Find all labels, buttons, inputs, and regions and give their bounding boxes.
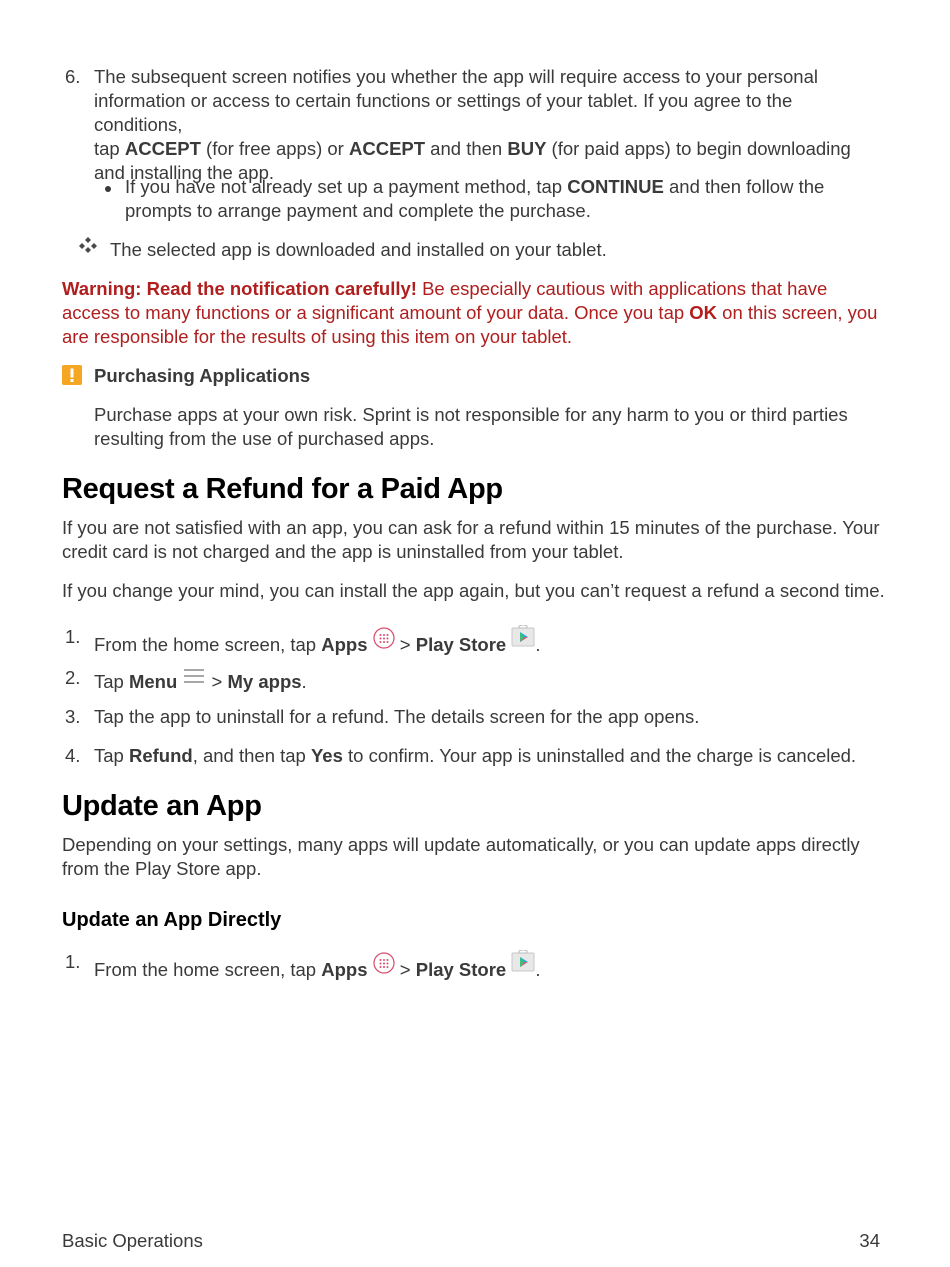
result-text: The selected app is downloaded and installed on your tablet. xyxy=(110,239,607,260)
play-store-icon xyxy=(511,625,535,647)
text-run: Tap xyxy=(94,671,129,692)
text-run: and then follow the xyxy=(663,176,825,197)
text-run: on this screen, you xyxy=(717,302,878,323)
warning-paragraph xyxy=(62,277,880,349)
refund-label: Refund xyxy=(128,745,193,766)
update-step-1 xyxy=(94,950,880,982)
footer-section: Basic Operations xyxy=(62,1230,203,1251)
refund-step-2 xyxy=(94,666,880,694)
text-run: . xyxy=(535,634,541,655)
buy-label: BUY xyxy=(507,138,547,159)
text-run: Tap xyxy=(94,745,129,766)
note-line: Purchase apps at your own risk. Sprint is not responsible for any harm to you or third parties xyxy=(94,404,848,425)
step-line xyxy=(94,137,880,161)
paragraph-line: If you are not satisfied with an app, you can ask for a refund within 15 minutes of the purchase. Your xyxy=(62,517,880,538)
bullet-line xyxy=(125,175,880,199)
step-number: 1. xyxy=(65,951,81,972)
note-body xyxy=(94,403,880,451)
ok-label: OK xyxy=(689,302,718,323)
update-paragraph xyxy=(62,833,880,881)
apps-grid-icon xyxy=(373,627,395,649)
text-run: > xyxy=(206,671,228,692)
text-run: > xyxy=(394,634,416,655)
text-run: > xyxy=(394,959,416,980)
paragraph-line: credit card is not charged and the app is uninstalled from your tablet. xyxy=(62,541,624,562)
bullet-dot xyxy=(105,186,111,192)
text-run: (for free apps) or xyxy=(200,138,349,159)
note-title: Purchasing Applications xyxy=(94,365,311,386)
text-run: . xyxy=(301,671,307,692)
text-run: , and then tap xyxy=(192,745,311,766)
step-line: information or access to certain functions or settings of your tablet. If you agree to the conditions, xyxy=(94,90,793,135)
note-line: resulting from the use of purchased apps. xyxy=(94,428,435,449)
warning-line xyxy=(62,301,880,325)
step-number: 3. xyxy=(65,706,81,727)
my-apps-label: My apps xyxy=(227,671,302,692)
accept-label: ACCEPT xyxy=(348,138,426,159)
bullet-line: prompts to arrange payment and complete the purchase. xyxy=(125,200,591,221)
warning-line: are responsible for the results of using this item on your tablet. xyxy=(62,326,573,347)
warning-line xyxy=(62,277,880,301)
play-store-label: Play Store xyxy=(415,634,507,655)
step-line: The subsequent screen notifies you whether the app will require access to your personal xyxy=(94,66,818,87)
refund-step-1 xyxy=(94,625,880,657)
refund-step-3: Tap the app to uninstall for a refund. The details screen for the app opens. xyxy=(94,706,700,727)
paragraph-line: Depending on your settings, many apps will update automatically, or you can update apps directly xyxy=(62,834,860,855)
step-number: 6. xyxy=(65,66,81,87)
paragraph-line: from the Play Store app. xyxy=(62,858,262,879)
apps-grid-icon xyxy=(373,952,395,974)
yes-label: Yes xyxy=(310,745,343,766)
step-line: and installing the app. xyxy=(94,162,274,183)
play-store-icon xyxy=(511,950,535,972)
step-text xyxy=(94,65,880,185)
update-subheading: Update an App Directly xyxy=(62,909,282,931)
text-run: and then xyxy=(425,138,508,159)
play-store-label: Play Store xyxy=(415,959,507,980)
menu-label: Menu xyxy=(128,671,178,692)
text-run: . xyxy=(535,959,541,980)
text-run: If you have not already set up a payment method, tap xyxy=(125,176,568,197)
text-run: (for paid apps) to begin downloading xyxy=(546,138,851,159)
accept-label: ACCEPT xyxy=(124,138,201,159)
refund-heading: Request a Refund for a Paid App xyxy=(62,473,503,505)
result-diamond-icon xyxy=(78,236,98,256)
text-run: access to many functions or a significant amount of your data. Once you tap xyxy=(62,302,690,323)
continue-label: CONTINUE xyxy=(567,176,664,197)
refund-paragraph xyxy=(62,516,890,564)
text-run: From the home screen, tap xyxy=(94,634,322,655)
refund-paragraph-2: If you change your mind, you can install the app again, but you can’t request a refund a second time. xyxy=(62,580,885,601)
text-run: From the home screen, tap xyxy=(94,959,322,980)
apps-label: Apps xyxy=(321,634,368,655)
bullet-text xyxy=(125,175,880,223)
step-number: 2. xyxy=(65,667,81,688)
page-number: 34 xyxy=(859,1230,880,1251)
refund-step-4 xyxy=(94,744,910,768)
menu-hamburger-icon xyxy=(182,666,206,686)
step-number: 4. xyxy=(65,745,81,766)
text-run: Be especially cautious with applications that have xyxy=(416,278,828,299)
text-run: tap xyxy=(94,138,125,159)
step-number: 1. xyxy=(65,626,81,647)
exclamation-icon xyxy=(62,365,82,385)
warning-label: Warning: Read the notification carefully! xyxy=(62,278,417,299)
update-heading: Update an App xyxy=(62,790,262,822)
text-run: to confirm. Your app is uninstalled and the charge is canceled. xyxy=(342,745,857,766)
apps-label: Apps xyxy=(321,959,368,980)
